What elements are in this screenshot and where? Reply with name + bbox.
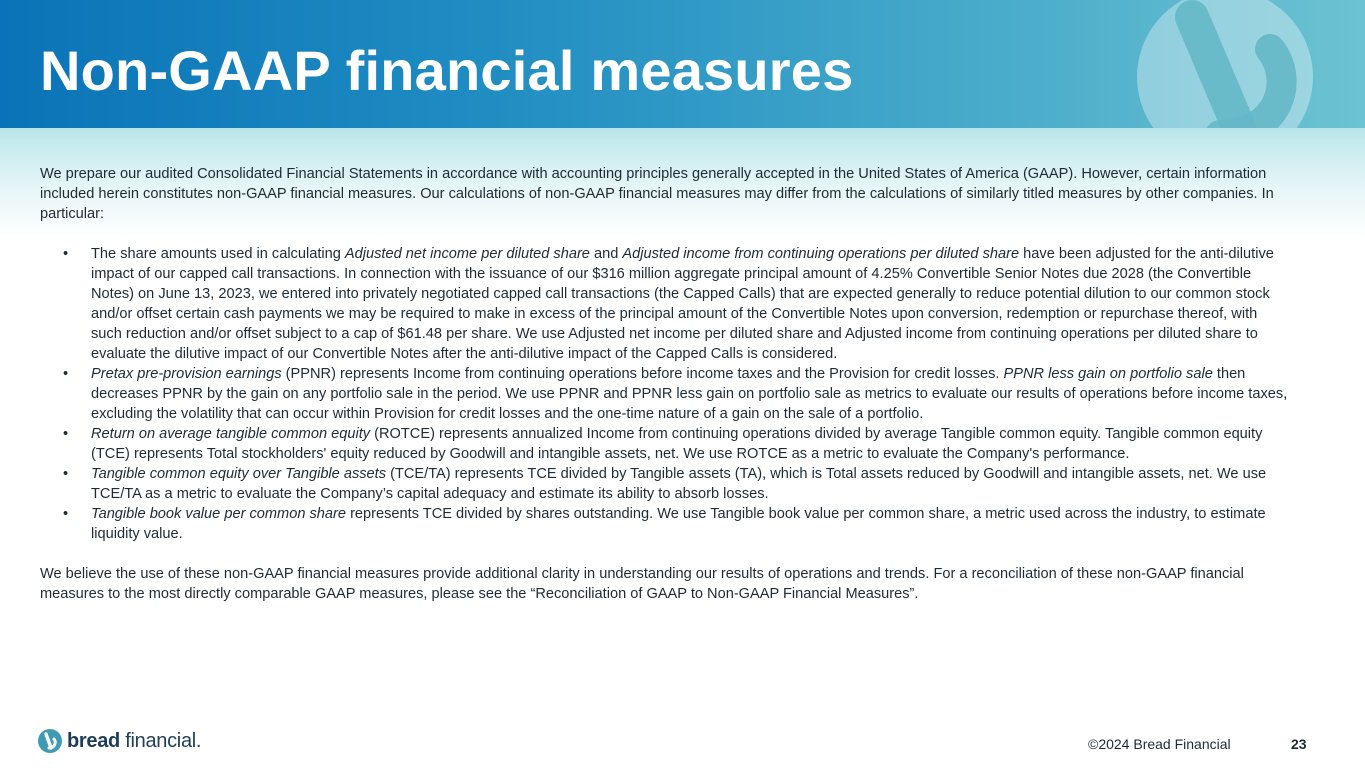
closing-paragraph: We believe the use of these non-GAAP financial measures provide additional clarity in understanding our results of operations and trends. For a reconciliation of these non-GAAP financial measures to the most directly comparable GAAP measures, please see the “Reconciliation of GAAP to Non-GAAP Financial Measures”. xyxy=(40,566,1244,602)
bullet-marker: • xyxy=(63,506,69,522)
bullet-item: • Return on average tangible common equity (ROTCE) represents annualized Income from continuing operations divided by average Tangible common equity. Tangible common equity (TCE) represents Total stockholders' equity reduced by Goodwill and intangible assets, net. We use ROTCE as a metric to evaluate the Company's performance. xyxy=(63,426,1263,462)
bullet-marker: • xyxy=(63,426,69,442)
slide-body xyxy=(40,164,1290,604)
bullet-marker: • xyxy=(63,466,69,482)
brand-wordmark: bread financial. xyxy=(67,729,202,752)
bullet-item: • The share amounts used in calculating Adjusted net income per diluted share and Adjusted income from continuing operations per diluted share have been adjusted for the anti-dilutive impact of our capped call transactions. In connection with the issuance of our $316 million aggregate principal amount of 4.25% Convertible Senior Notes due 2028 (the Convertible Notes) on June 13, 2023, we entered into privately negotiated capped call transactions (the Capped Calls) that are expected generally to reduce potential dilution to our common stock and/or offset certain cash payments we may be required to make in excess of the principal amount of the Convertible Notes upon conversion, redemption or repurchase thereof, with such reduction and/or offset subject to a cap of $61.48 per share. We use Adjusted net income per diluted share and Adjusted income from continuing operations per diluted share to evaluate the dilutive impact of our Convertible Notes after the anti-dilutive impact of the Capped Calls is considered. xyxy=(63,246,1274,362)
bread-logo-watermark-icon xyxy=(1110,0,1340,128)
intro-paragraph: We prepare our audited Consolidated Financial Statements in accordance with accounting principles generally accepted in the United States of America (GAAP). However, certain information included herein constitutes non-GAAP financial measures. Our calculations of non-GAAP financial measures may differ from the calculations of similarly titled measures by other companies. In particular: xyxy=(40,166,1274,222)
copyright-notice: ©2024 Bread Financial xyxy=(1088,736,1231,752)
bullet-list xyxy=(40,244,1290,544)
bullet-item: • Tangible common equity over Tangible assets (TCE/TA) represents TCE divided by Tangible assets (TA), which is Total assets reduced by Goodwill and intangible assets, net. We use TCE/TA as a metric to evaluate the Company’s capital adequacy and estimate its ability to absorb losses. xyxy=(63,466,1267,502)
bullet-item: • Tangible book value per common share represents TCE divided by shares outstanding. We use Tangible book value per common share, a metric used across the industry, to estimate liquidity value. xyxy=(63,506,1266,542)
title-banner xyxy=(0,0,1365,128)
bullet-marker: • xyxy=(63,246,69,262)
page-title: Non-GAAP financial measures xyxy=(40,39,854,102)
bread-logo-icon xyxy=(38,729,62,753)
bullet-marker: • xyxy=(63,366,69,382)
page-number: 23 xyxy=(1291,736,1307,752)
bread-financial-logo xyxy=(38,729,201,753)
bullet-item: • Pretax pre-provision earnings (PPNR) represents Income from continuing operations before income taxes and the Provision for credit losses. PPNR less gain on portfolio sale then decreases PPNR by the gain on any portfolio sale in the period. We use PPNR and PPNR less gain on portfolio sale as metrics to evaluate our results of operations before income taxes, excluding the volatility that can occur within Provision for credit losses and the one-time nature of a gain on the sale of a portfolio. xyxy=(63,366,1288,422)
